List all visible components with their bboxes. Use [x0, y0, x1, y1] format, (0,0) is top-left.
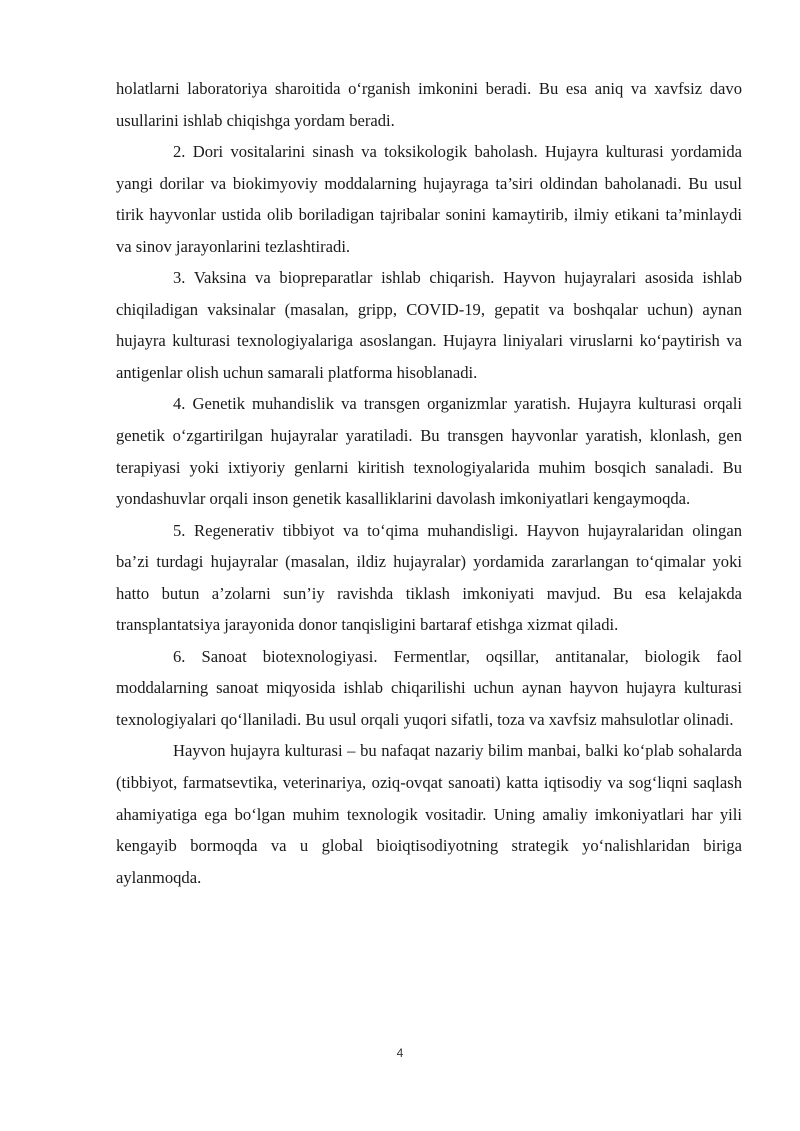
paragraph-conclusion: Hayvon hujayra kulturasi – bu nafaqat nazariy bilim manbai, balki ko‘plab sohalarda (tibbiyot, farmatsevtika, veterinariya, oziq-ovqat sanoati) katta iqtisodiy va sog‘liqni saqlash ahamiyatiga ega bo‘lgan muhim texnologik vositadir. Uning amaliy imkoniyatlari har yili kengayib bormoqda va u global bioiqtisodiyotning strategik yo‘nalishlaridan biriga aylanmoqda. [116, 741, 742, 887]
paragraph-regenerative-medicine: 5. Regenerativ tibbiyot va to‘qima muhandisligi. Hayvon hujayralaridan olingan ba’zi turdagi hujayralar (masalan, ildiz hujayralar) yordamida zararlangan to‘qimalar yoki hatto butun a’zolarni sun’iy ravishda tiklash imkoniyati mavjud. Bu esa kelajakda transplantatsiya jarayonida donor tanqisligini bartaraf etishga xizmat qiladi. [116, 520, 742, 635]
paragraph-drug-testing: 2. Dori vositalarini sinash va toksikologik baholash. Hujayra kulturasi yordamida yangi dorilar va biokimyoviy moddalarning hujayraga ta’siri oldindan baholanadi. Bu usul tirik hayvonlar ustida olib boriladigan tajribalar sonini kamaytirib, ilmiy etikani ta’minlaydi va sinov jarayonlarini tezlashtiradi. [116, 142, 742, 256]
paragraph-genetic-engineering: 4. Genetik muhandislik va transgen organizmlar yaratish. Hujayra kulturasi orqali genetik o‘zgartirilgan hujayralar yaratiladi. Bu transgen hayvonlar yaratish, klonlash, gen terapiyasi yoki ixtiyoriy genlarni kiritish texnologiyalarida muhim bosqich sanaladi. Bu yondashuvlar orqali inson genetik kasalliklarini davolash imkoniyatlari kengaymoqda. [116, 394, 742, 509]
paragraph-continuation: holatlarni laboratoriya sharoitida o‘rganish imkonini beradi. Bu esa aniq va xavfsiz davo usullarini ishlab chiqishga yordam beradi. [116, 79, 742, 130]
page-number: 4 [396, 1046, 404, 1060]
paragraph-vaccine-production: 3. Vaksina va biopreparatlar ishlab chiqarish. Hayvon hujayralari asosida ishlab chiqiladigan vaksinalar (masalan, gripp, COVID-19, gepatit va boshqalar uchun) aynan hujayra kulturasi texnologiyalariga asoslangan. Hujayra liniyalari viruslarni ko‘paytirish va antigenlar olish uchun samarali platforma hisoblanadi. [116, 268, 742, 382]
paragraph-industrial-biotech: 6. Sanoat biotexnologiyasi. Fermentlar, oqsillar, antitanalar, biologik faol moddalarning sanoat miqyosida ishlab chiqarilishi uchun aynan hayvon hujayra kulturasi texnologiyalari qo‘llaniladi. Bu usul orqali yuqori sifatli, toza va xavfsiz mahsulotlar olinadi. [116, 646, 742, 729]
document-body [116, 73, 742, 893]
